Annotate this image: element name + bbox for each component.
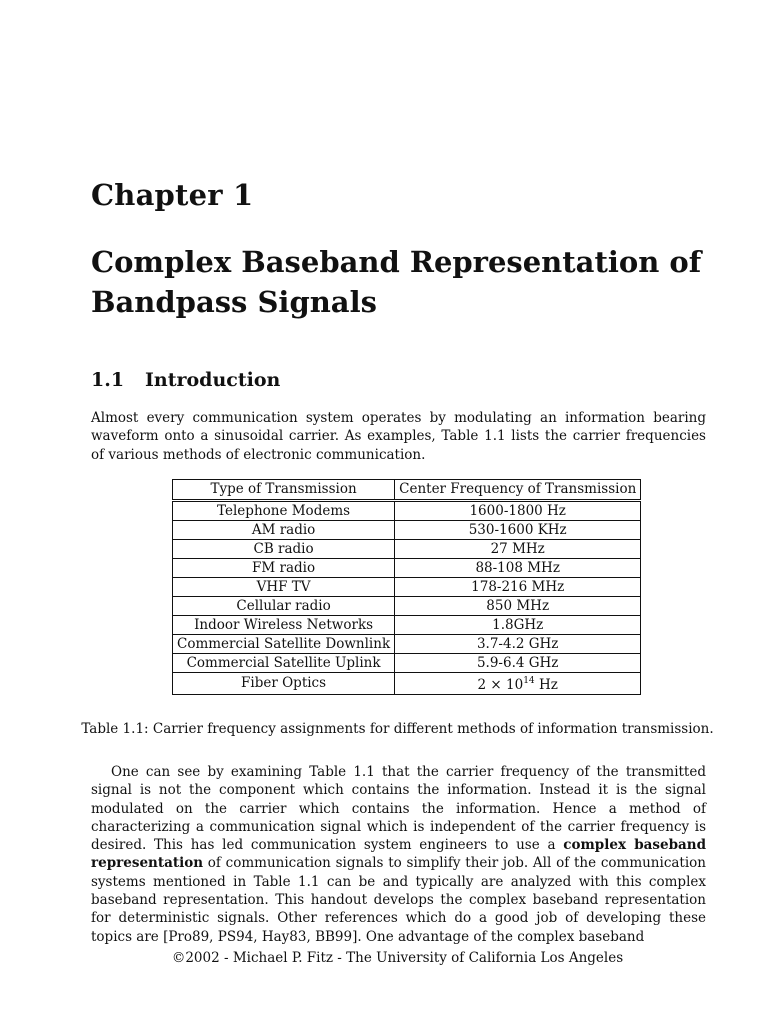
frequency-exponent: 14 xyxy=(523,676,535,686)
page-footer: ©2002 - Michael P. Fitz - The University of California Los Angeles xyxy=(171,950,624,966)
table-row xyxy=(173,501,641,521)
cell-frequency: 178-216 MHz xyxy=(395,578,641,597)
cell-frequency: 27 MHz xyxy=(395,540,641,559)
table-row xyxy=(173,540,641,559)
cell-type: Fiber Optics xyxy=(173,673,395,695)
carrier-frequency-table xyxy=(172,479,641,695)
section-title: Introduction xyxy=(145,369,281,391)
table-row xyxy=(173,521,641,540)
table-header-row xyxy=(173,480,641,501)
cell-type: FM radio xyxy=(173,559,395,578)
cell-type: VHF TV xyxy=(173,578,395,597)
cell-type: Commercial Satellite Uplink xyxy=(173,654,395,673)
header-type: Type of Transmission xyxy=(173,480,395,501)
cell-type: AM radio xyxy=(173,521,395,540)
chapter-title: Complex Baseband Representation of Bandpass Signals xyxy=(91,245,702,319)
table-row xyxy=(173,654,641,673)
body-paragraph xyxy=(91,763,706,946)
table-row xyxy=(173,635,641,654)
table-row xyxy=(173,616,641,635)
intro-paragraph: Almost every communication system operates by modulating an information bearing waveform onto a sinusoidal carrier. As examples, Table 1.1 lists the carrier frequencies of various methods of electronic communication. xyxy=(91,410,706,463)
cell-frequency: 3.7-4.2 GHz xyxy=(395,635,641,654)
cell-type: Indoor Wireless Networks xyxy=(173,616,395,635)
cell-frequency: 5.9-6.4 GHz xyxy=(395,654,641,673)
cell-type: CB radio xyxy=(173,540,395,559)
cell-frequency: 88-108 MHz xyxy=(395,559,641,578)
cell-type: Cellular radio xyxy=(173,597,395,616)
frequency-unit: Hz xyxy=(534,677,558,693)
table-row xyxy=(173,597,641,616)
section-number: 1.1 xyxy=(91,369,125,391)
body-text-end: of communication signals to simplify their job. All of the communication systems mentioned in Table 1.1 can be and typically are analyzed with this complex baseband representation. This handout develops the complex baseband representation for deterministic signals. Other references which do a good job of developing these topics are [Pro89, PS94, Hay83, BB99]. One advantage of the complex baseband xyxy=(91,855,706,945)
cell-frequency: 530-1600 KHz xyxy=(395,521,641,540)
cell-frequency: 1600-1800 Hz xyxy=(395,501,641,521)
cell-frequency: 1.8GHz xyxy=(395,616,641,635)
header-frequency: Center Frequency of Transmission xyxy=(395,480,641,501)
body-bold-term: complex baseband representation xyxy=(91,837,707,872)
table-row xyxy=(173,578,641,597)
cell-frequency xyxy=(395,673,641,695)
table-row xyxy=(173,559,641,578)
cell-type: Commercial Satellite Downlink xyxy=(173,635,395,654)
cell-type: Telephone Modems xyxy=(173,501,395,521)
section-heading xyxy=(91,369,280,391)
table-row xyxy=(173,673,641,695)
frequency-mantissa: 2 × 10 xyxy=(477,677,524,693)
table-caption: Table 1.1: Carrier frequency assignments for different methods of information transmission. xyxy=(81,721,714,737)
cell-frequency: 850 MHz xyxy=(395,597,641,616)
body-text-start: One can see by examining Table 1.1 that the carrier frequency of the transmitted signal is not the component which contains the information. Instead it is the signal modulated on the carrier which contains the information. Hence a method of characterizing a communication signal which is independent of the carrier frequency is desired. This has led communication system engineers to use a xyxy=(91,764,706,854)
chapter-label: Chapter 1 xyxy=(91,178,254,212)
